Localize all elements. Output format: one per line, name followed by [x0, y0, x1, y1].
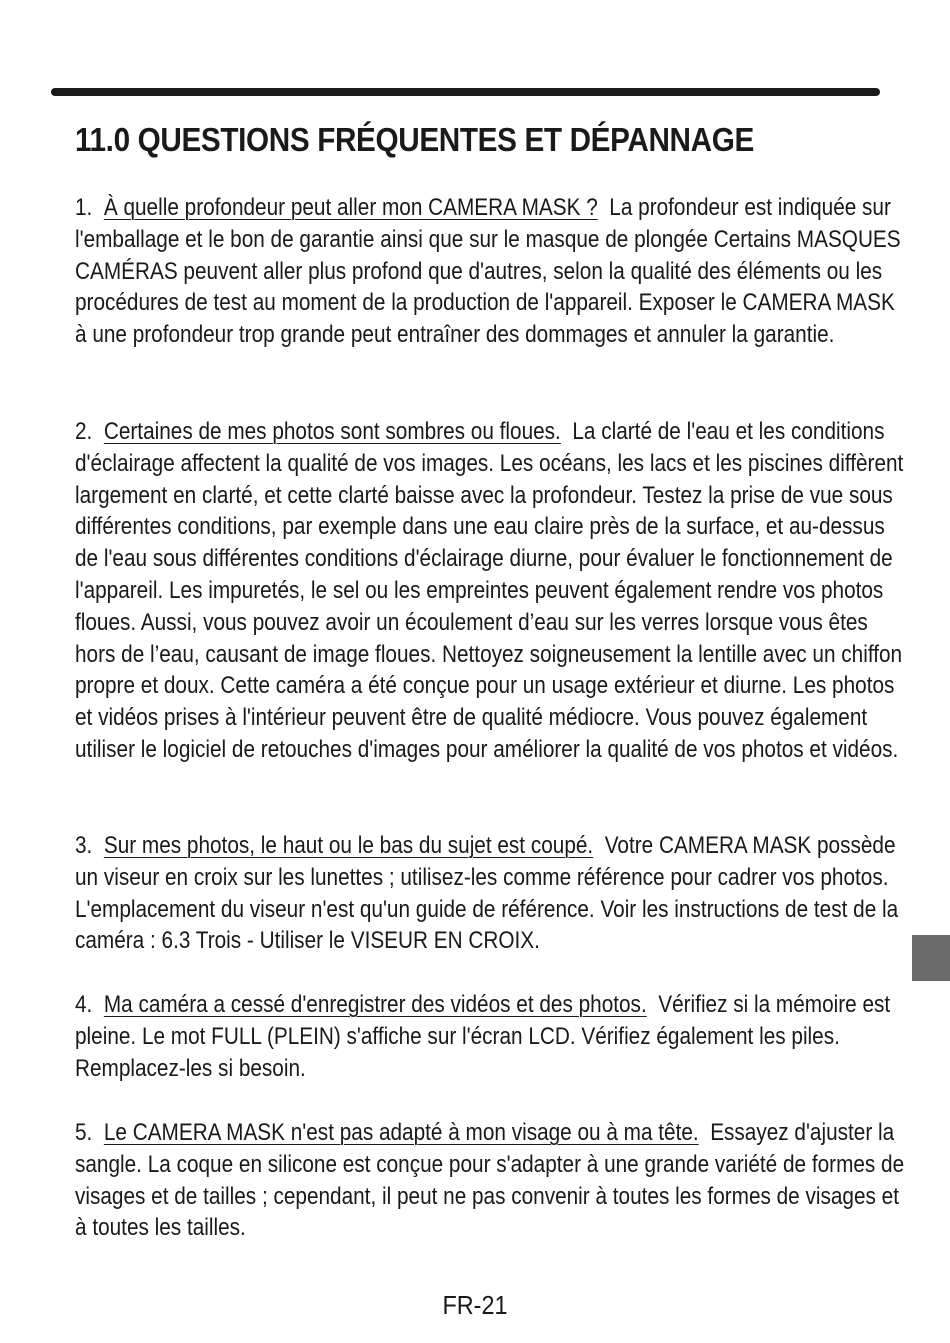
- faq-number: 2.: [75, 418, 93, 445]
- faq-answer: Vérifiez si la mémoire est pleine. Le mot FULL (PLEIN) s'affiche sur l'écran LCD. Vérifiez également les piles. Remplacez-les si besoin.: [75, 991, 891, 1082]
- faq-question: Ma caméra a cessé d'enregistrer des vidéos et des photos.: [103, 991, 647, 1018]
- faq-answer: Votre CAMERA MASK possède un viseur en croix sur les lunettes ; utilisez-les comme référence pour cadrer vos photos. L'emplacement du viseur n'est qu'un guide de référence. Voir les instructions de test de la caméra : 6.3 Trois - Utiliser le VISEUR EN CROIX.: [75, 832, 899, 955]
- side-tab-marker: [912, 935, 950, 981]
- faq-number: 1.: [75, 194, 93, 221]
- top-rule: [51, 88, 880, 96]
- faq-number: 4.: [75, 991, 93, 1018]
- faq-answer: Essayez d'ajuster la sangle. La coque en silicone est conçue pour s'adapter à une grande variété de formes de visages et de tailles ; cependant, il peut ne pas convenir à toutes les formes de visages et à toutes les tailles.: [75, 1119, 905, 1242]
- page-number: FR-21: [442, 1290, 508, 1320]
- faq-item-5: [75, 1117, 905, 1244]
- faq-question: Certaines de mes photos sont sombres ou floues.: [103, 418, 561, 445]
- faq-number: 3.: [75, 832, 93, 859]
- faq-item-3: [75, 830, 905, 957]
- faq-item-1: [75, 192, 905, 351]
- section-title: 11.0 QUESTIONS FRÉQUENTES ET DÉPANNAGE: [75, 121, 754, 158]
- faq-item-2: [75, 416, 905, 766]
- faq-answer: La clarté de l'eau et les conditions d'éclairage affectent la qualité de vos images. Les océans, les lacs et les piscines diffèrent largement en clarté, et cette clarté baisse avec la profondeur. Testez la prise de vue sous différentes conditions, par exemple dans une eau claire près de la surface, et au-dessus de l'eau sous différentes conditions d'éclairage diurne, pour évaluer le fonctionnement de l'appareil. Les impuretés, le sel ou les empreintes peuvent également rendre vos photos floues. Aussi, vous pouvez avoir un écoulement d’eau sur les verres lorsque vous êtes hors de l’eau, causant de image floues. Nettoyez soigneusement la lentille avec un chiffon propre et doux. Cette caméra a été conçue pour un usage extérieur et diurne. Les photos et vidéos prises à l'intérieur peuvent être de qualité médiocre. Vous pouvez également utiliser le logiciel de retouches d'images pour améliorer la qualité de vos photos et vidéos.: [75, 418, 904, 763]
- faq-answer: La profondeur est indiquée sur l'emballage et le bon de garantie ainsi que sur le masque de plongée Certains MASQUES CAMÉRAS peuvent aller plus profond que d'autres, selon la qualité des éléments ou les procédures de test au moment de la production de l'appareil. Exposer le CAMERA MASK à une profondeur trop grande peut entraîner des dommages et annuler la garantie.: [75, 194, 901, 349]
- faq-question: Le CAMERA MASK n'est pas adapté à mon visage ou à ma tête.: [103, 1119, 699, 1146]
- faq-question: Sur mes photos, le haut ou le bas du sujet est coupé.: [103, 832, 594, 859]
- faq-question: À quelle profondeur peut aller mon CAMERA MASK ?: [103, 194, 598, 221]
- faq-item-4: [75, 989, 905, 1084]
- faq-number: 5.: [75, 1119, 93, 1146]
